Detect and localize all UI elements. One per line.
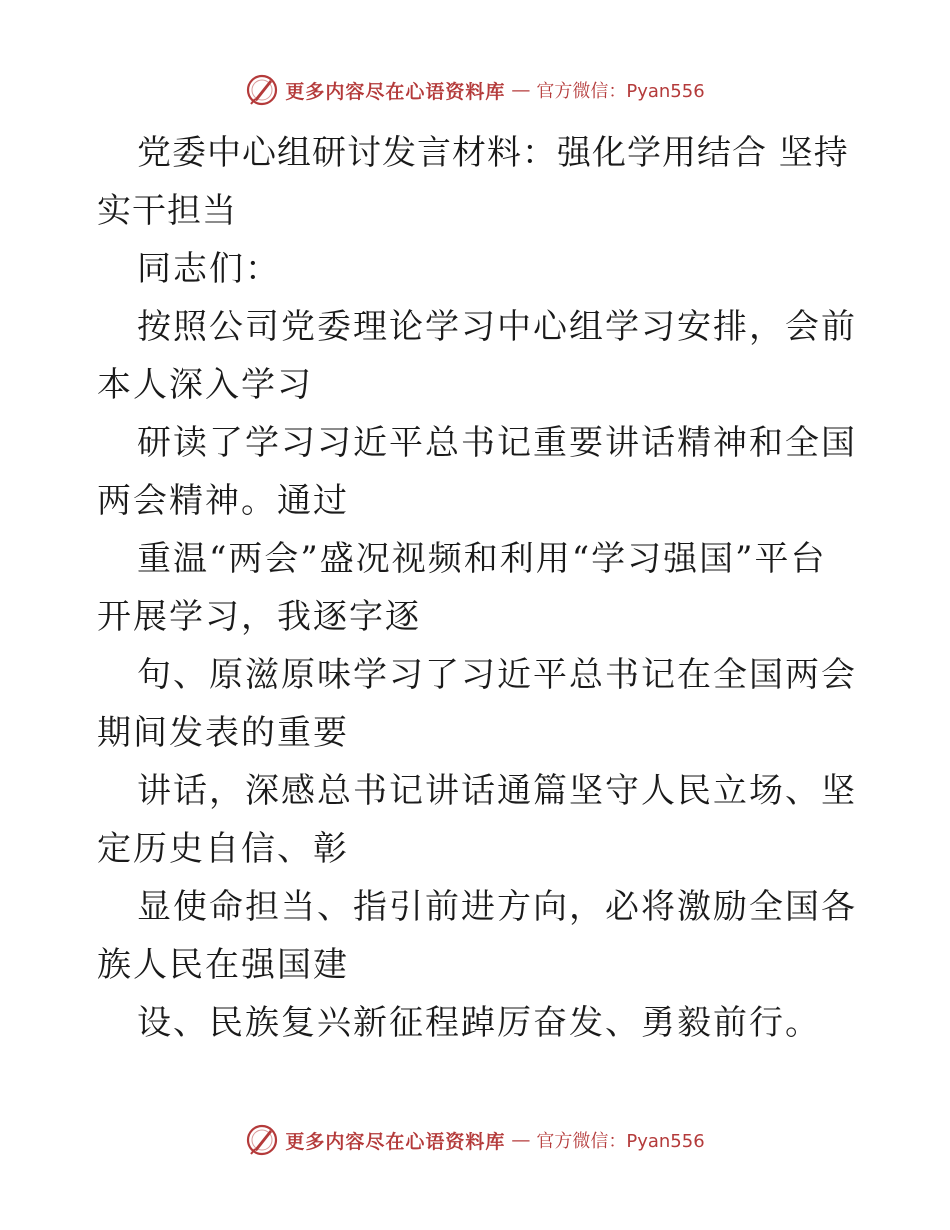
paragraph: 显使命担当、指引前进方向，必将激励全国各族人民在强国建: [97, 887, 857, 985]
document-body: [97, 124, 857, 1052]
watermark-dash: —: [511, 79, 531, 101]
paragraph: 重温“两会”盛况视频和利用“学习强国”平台开展学习，我逐字逐: [97, 539, 827, 637]
quill-logo-icon: [245, 1123, 279, 1157]
watermark-dash: —: [511, 1129, 531, 1151]
watermark-wechat-text: 官方微信：Pyan556: [536, 81, 705, 102]
quill-logo-icon: [245, 73, 279, 107]
document-title: 党委中心组研讨发言材料：强化学用结合 坚持实干担当: [97, 133, 849, 231]
watermark-brand-text: 更多内容尽在心语资料库: [285, 1130, 506, 1153]
watermark-banner-top: [0, 70, 950, 110]
watermark-banner-bottom: [0, 1120, 950, 1160]
paragraph: 讲话，深感总书记讲话通篇坚守人民立场、坚定历史自信、彰: [97, 771, 857, 869]
paragraph: 设、民族复兴新征程踔厉奋发、勇毅前行。: [137, 1003, 821, 1043]
paragraph: 研读了学习习近平总书记重要讲话精神和全国两会精神。通过: [97, 423, 857, 521]
paragraph-greeting: 同志们：: [137, 249, 281, 289]
paragraph: 句、原滋原味学习了习近平总书记在全国两会期间发表的重要: [97, 655, 857, 753]
paragraph: 按照公司党委理论学习中心组学习安排，会前本人深入学习: [97, 307, 857, 405]
watermark-wechat-text: 官方微信：Pyan556: [536, 1131, 705, 1152]
watermark-brand-text: 更多内容尽在心语资料库: [285, 80, 506, 103]
